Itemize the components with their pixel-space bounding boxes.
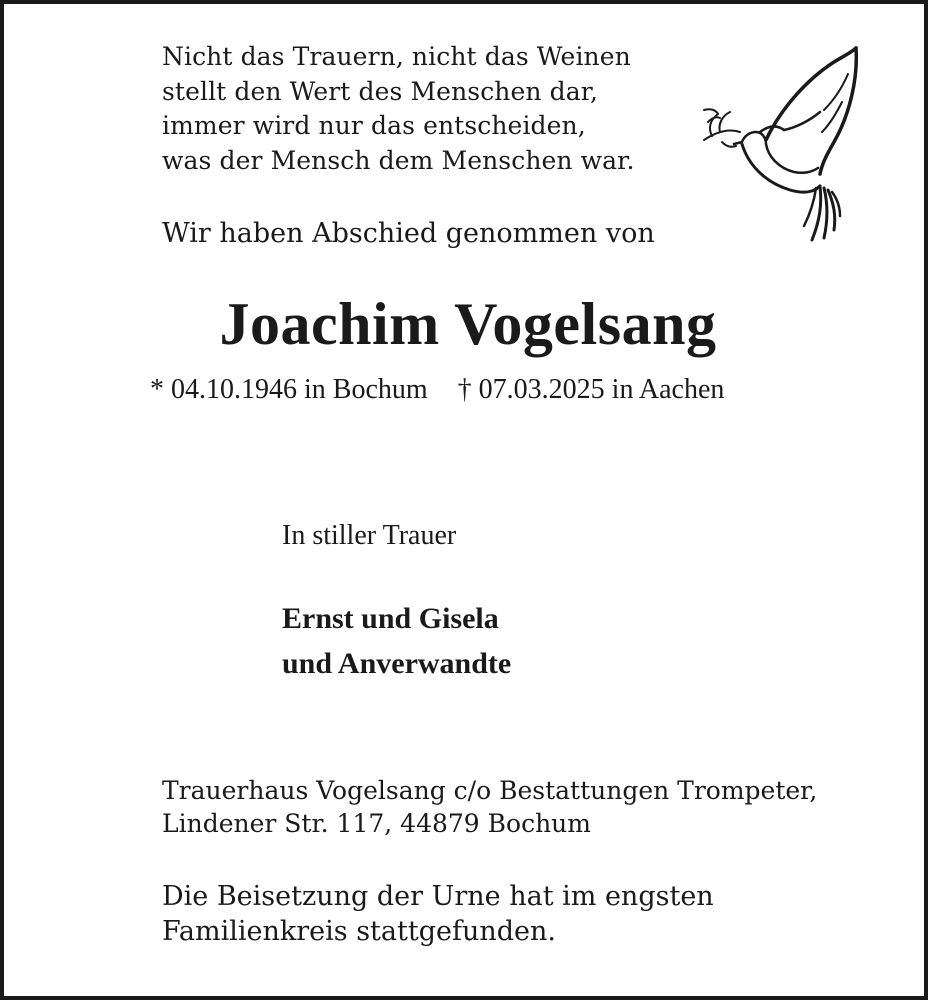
death-date: † 07.03.2025 in Aachen bbox=[457, 374, 725, 405]
mourning-house-address bbox=[162, 774, 817, 840]
birth-date: * 04.10.1946 in Bochum bbox=[150, 374, 428, 405]
poem-line: immer wird nur das entscheiden, bbox=[162, 111, 586, 140]
mourners bbox=[282, 596, 511, 686]
burial-note bbox=[162, 879, 714, 949]
address-line: Trauerhaus Vogelsang c/o Bestattungen Trompeter, bbox=[162, 776, 818, 805]
life-dates bbox=[150, 374, 724, 406]
dove-with-olive-branch-icon bbox=[698, 44, 866, 250]
address-line: Lindener Str. 117, 44879 Bochum bbox=[162, 809, 591, 838]
burial-note-line: Familienkreis stattgefunden. bbox=[162, 916, 556, 947]
poem bbox=[162, 40, 635, 178]
mourner-line: und Anverwandte bbox=[282, 647, 512, 680]
deceased-name: Joachim Vogelsang bbox=[219, 291, 717, 357]
mourner-line: Ernst und Gisela bbox=[282, 602, 499, 635]
mourning-phrase: In stiller Trauer bbox=[282, 520, 457, 551]
poem-line: was der Mensch dem Menschen war. bbox=[162, 145, 635, 175]
poem-line: stellt den Wert des Menschen dar, bbox=[162, 76, 599, 106]
burial-note-line: Die Beisetzung der Urne hat im engsten bbox=[162, 881, 714, 912]
poem-line: Nicht das Trauern, nicht das Weinen bbox=[162, 42, 631, 71]
farewell-intro: Wir haben Abschied genommen von bbox=[162, 218, 655, 249]
